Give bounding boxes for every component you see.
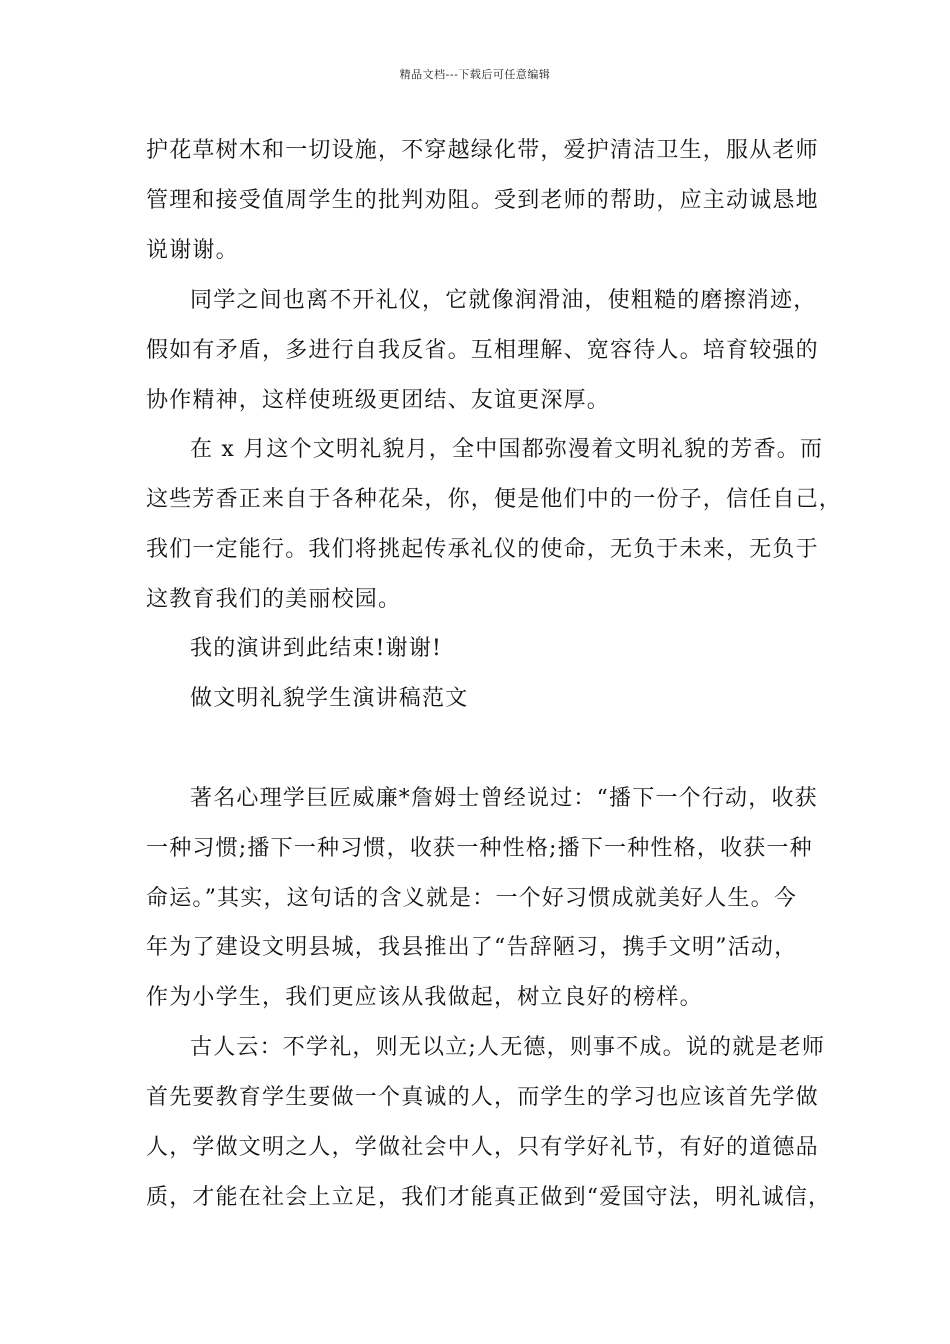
text-line: 这教育我们的美丽校园。: [146, 587, 402, 612]
text-line: 管理和接受值周学生的批判劝阻。受到老师的帮助，应主动诚恳地: [146, 188, 819, 213]
text-line: 一种习惯;播下一种习惯，收获一种性格;播下一种性格，收获一种: [146, 836, 813, 861]
text-line: 首先要教育学生要做一个真诚的人，而学生的学习也应该首先学做: [146, 1085, 819, 1110]
text-line: 作为小学生，我们更应该从我做起，树立良好的榜样。: [146, 985, 703, 1010]
page-header: 精品文档---下载后可任意编辑: [399, 68, 551, 81]
text-line: 质，才能在社会上立足，我们才能真正做到“爱国守法，明礼诚信，: [146, 1185, 832, 1210]
section-title: 做文明礼貌学生演讲稿范文: [190, 686, 469, 711]
text-line: 说谢谢。: [146, 238, 239, 263]
text-line: 著名心理学巨匠威廉*詹姆士曾经说过：“播下一个行动，收获: [190, 786, 818, 811]
text-line: 同学之间也离不开礼仪，它就像润滑油，使粗糙的磨擦消迹，: [190, 288, 817, 313]
text-line: 我们一定能行。我们将挑起传承礼仪的使命，无负于未来，无负于: [146, 537, 819, 562]
text-line: 在 x 月这个文明礼貌月，全中国都弥漫着文明礼貌的芳香。而: [190, 437, 824, 462]
text-line: 协作精神，这样使班级更团结、友谊更深厚。: [146, 388, 611, 413]
text-line: 我的演讲到此结束!谢谢!: [190, 636, 443, 661]
text-line: 年为了建设文明县城，我县推出了“告辞陋习，携手文明”活动，: [146, 935, 798, 960]
text-line: 假如有矛盾，多进行自我反省。互相理解、宽容待人。培育较强的: [146, 338, 819, 363]
text-line: 命运。”其实，这句话的含义就是：一个好习惯成就美好人生。今: [146, 886, 798, 911]
text-line: 这些芳香正来自于各种花朵，你，便是他们中的一份子，信任自己，: [146, 487, 843, 512]
text-line: 护花草树木和一切设施，不穿越绿化带，爱护清洁卫生，服从老师: [146, 138, 819, 163]
text-line: 人，学做文明之人，学做社会中人，只有学好礼节，有好的道德品: [146, 1135, 819, 1160]
text-line: 古人云：不学礼，则无以立;人无德，则事不成。说的就是老师: [190, 1035, 826, 1060]
